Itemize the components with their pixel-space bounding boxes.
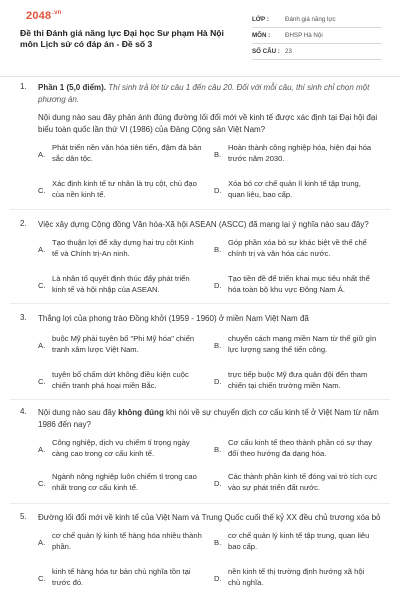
question-number: 2. xyxy=(20,219,27,228)
part-instruction: Thí sinh trả lời từ câu 1 đến câu 20. Đối với mỗi câu, thí sinh chỉ chọn một phương án. xyxy=(38,83,370,104)
option-d[interactable] xyxy=(214,178,378,200)
option-letter: D. xyxy=(214,186,222,195)
option-text: trực tiếp buộc Mỹ đưa quân đội đến tham chiến tại chiến trường miền Nam. xyxy=(228,370,368,391)
option-text: buộc Mỹ phải tuyên bố "Phi Mỹ hóa" chiến tranh xâm lược Việt Nam. xyxy=(52,334,195,355)
option-text: Hoàn thành công nghiệp hóa, hiện đại hóa trước năm 2030. xyxy=(228,143,372,164)
option-letter: C. xyxy=(38,186,46,195)
option-letter: C. xyxy=(38,281,46,290)
option-c[interactable] xyxy=(38,369,202,391)
option-text: nền kinh tế thị trường định hướng xã hội chủ nghĩa. xyxy=(228,567,365,588)
option-letter: B. xyxy=(214,445,222,454)
question-divider xyxy=(10,209,390,210)
option-text: Xóa bỏ cơ chế quản lí kinh tế tập trung, quan liêu, bao cấp. xyxy=(228,179,361,200)
part-number: 1. xyxy=(20,82,27,91)
option-letter: B. xyxy=(214,150,222,159)
option-text: chuyển cách mạng miền Nam từ thế giữ gìn lực lượng sang thế tiến công. xyxy=(228,334,377,355)
option-letter: C. xyxy=(38,574,46,583)
option-c[interactable] xyxy=(38,273,202,295)
option-text: Cơ cấu kinh tế theo thành phần có sự thay đổi theo hướng đa dạng hóa. xyxy=(228,438,372,459)
info-label: LỚP : xyxy=(252,16,269,23)
option-text: Tạo thuận lợi để xây dựng hai trụ cột Kinh tế và Chính trị-An ninh. xyxy=(52,238,194,259)
info-row-subject xyxy=(252,28,382,44)
option-letter: D. xyxy=(214,574,222,583)
option-a[interactable] xyxy=(38,237,202,259)
option-b[interactable] xyxy=(214,237,378,259)
part-heading: Phần 1 (5,0 điểm). xyxy=(38,83,107,92)
option-text: cơ chế quản lý kinh tế hàng hóa nhiều thành phần. xyxy=(52,531,202,552)
option-b[interactable] xyxy=(214,333,378,355)
document-header xyxy=(0,0,400,66)
option-c[interactable] xyxy=(38,471,202,493)
option-b[interactable] xyxy=(214,437,378,459)
option-letter: B. xyxy=(214,538,222,547)
question-text-end: khi nói về sự chuyển dịch cơ cấu kinh tế ở Việt Nam từ năm 1986 đến nay? xyxy=(38,408,379,429)
option-text: cơ chế quản lý kinh tế tập trung, quan liêu bao cấp. xyxy=(228,531,370,552)
question-text: Đường lối đổi mới về kinh tế của Việt Nam và Trung Quốc cuối thế kỷ XX đều chủ trương xóa bỏ xyxy=(38,513,381,522)
logo-text: 2048 xyxy=(26,10,52,22)
option-text: Góp phần xóa bỏ sự khác biệt về thể chế chính trị và văn hóa các nước. xyxy=(228,238,367,259)
question-text-emphasis: không đúng xyxy=(118,408,164,417)
option-text: Các thành phần kinh tế đóng vai trò tích cực vào sự phát triển đất nước. xyxy=(228,472,378,493)
info-label: SỐ CÂU : xyxy=(252,48,280,55)
option-letter: C. xyxy=(38,377,46,386)
question-divider xyxy=(10,303,390,304)
option-letter: D. xyxy=(214,281,222,290)
question-text: Thắng lợi của phong trào Đồng khởi (1959 - 1960) ở miền Nam Việt Nam đã xyxy=(38,314,309,323)
option-text: Công nghiệp, dịch vụ chiếm tỉ trọng ngày càng cao trong cơ cấu kinh tế. xyxy=(52,438,190,459)
option-letter: A. xyxy=(38,445,46,454)
logo-suffix: .vn xyxy=(52,10,62,16)
info-value: Đánh giá năng lực xyxy=(285,16,336,23)
option-letter: C. xyxy=(38,479,46,488)
option-text: Phát triển nền văn hóa tiên tiến, đậm đà bản sắc dân tộc. xyxy=(52,143,202,164)
info-value: ĐHSP Hà Nội xyxy=(285,32,323,39)
info-row-class xyxy=(252,12,382,28)
site-logo[interactable] xyxy=(26,10,62,22)
option-b[interactable] xyxy=(214,142,378,164)
option-text: Tạo tiền đề để triển khai mục tiêu nhất thể hóa toàn bộ khu vực Đông Nam Á. xyxy=(228,274,370,295)
question-text: Việc xây dựng Cộng đồng Văn hóa-Xã hội ASEAN (ASCC) đã mang lại ý nghĩa nào sau đây? xyxy=(38,220,369,229)
option-letter: A. xyxy=(38,341,46,350)
option-text: Là nhân tố quyết định thúc đẩy phát triển kinh tế và hội nhập của ASEAN. xyxy=(52,274,190,295)
option-letter: A. xyxy=(38,150,46,159)
question-number: 3. xyxy=(20,313,27,322)
info-label: MÔN : xyxy=(252,32,271,39)
option-d[interactable] xyxy=(214,273,378,295)
info-row-count xyxy=(252,44,382,60)
option-text: Xác định kinh tế tư nhân là trụ cột, chủ đạo của nền kinh tế. xyxy=(52,179,197,200)
info-value: 23 xyxy=(285,48,292,55)
option-letter: D. xyxy=(214,479,222,488)
question-text xyxy=(38,407,383,430)
question-number: 4. xyxy=(20,407,27,416)
option-letter: B. xyxy=(214,341,222,350)
question-divider xyxy=(10,399,390,400)
info-table xyxy=(252,12,382,60)
option-letter: B. xyxy=(214,245,222,254)
question-divider xyxy=(10,503,390,504)
option-text: Ngành nông nghiệp luôn chiếm tỉ trọng cao nhất trong cơ cấu kinh tế. xyxy=(52,472,197,493)
option-text: tuyên bố chấm dứt không điều kiện cuộc chiến tranh phá hoại miền Bắc. xyxy=(52,370,189,391)
question-text-start: Nội dung nào sau đây xyxy=(38,408,119,417)
question-number: 5. xyxy=(20,512,27,521)
option-d[interactable] xyxy=(214,566,378,588)
option-c[interactable] xyxy=(38,178,202,200)
option-d[interactable] xyxy=(214,369,378,391)
option-letter: A. xyxy=(38,538,46,547)
option-a[interactable] xyxy=(38,333,202,355)
option-letter: D. xyxy=(214,377,222,386)
option-a[interactable] xyxy=(38,142,202,164)
option-d[interactable] xyxy=(214,471,378,493)
option-a[interactable] xyxy=(38,437,202,459)
header-divider xyxy=(0,76,400,77)
option-text: kinh tế hàng hóa tư bản chủ nghĩa tồn tại trước đó. xyxy=(52,567,191,588)
option-a[interactable] xyxy=(38,530,202,552)
option-b[interactable] xyxy=(214,530,378,552)
option-letter: A. xyxy=(38,245,46,254)
part-intro xyxy=(38,82,383,105)
option-c[interactable] xyxy=(38,566,202,588)
document-title: Đề thi Đánh giá năng lực Đại học Sư phạm Hà Nội môn Lịch sử có đáp án - Đề số 3 xyxy=(20,28,224,49)
question-text: Nội dung nào sau đây phản ánh đúng đường lối đổi mới về kinh tế được xác định tại Đại hội đại biểu toàn quốc lần thứ VI (1986) của Đảng Cộng sản Việt Nam? xyxy=(38,113,378,134)
